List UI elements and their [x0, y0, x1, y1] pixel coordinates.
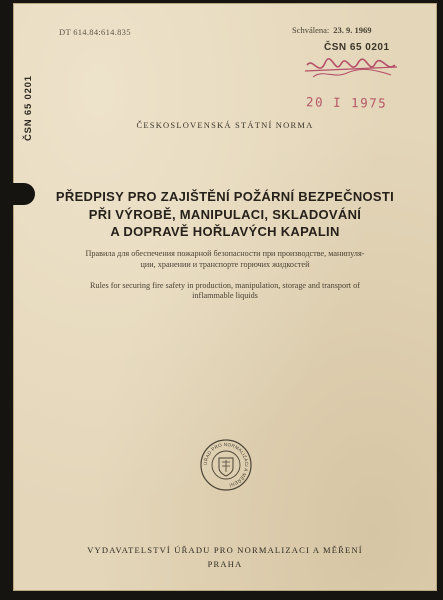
russian-line: Правила для обеспечения пожарной безопасности при производстве, манипуля-: [85, 249, 365, 258]
received-date-stamp: 20 I 1975: [305, 94, 388, 111]
title-line: PŘEDPISY PRO ZAJIŠTĚNÍ POŽÁRNÍ BEZPEČNOSTI: [55, 189, 395, 204]
english-subtitle: [43, 281, 407, 301]
approval-line: [292, 25, 372, 35]
standard-number: ČSN 65 0201: [324, 42, 390, 53]
dt-code: DT 614.84:614.835: [59, 27, 131, 37]
vertical-standard-number: ČSN 65 0201: [23, 75, 34, 141]
publisher-block: [13, 543, 437, 571]
office-seal-emblem: [200, 439, 252, 491]
document-page: [13, 3, 437, 591]
title-line: PŘI VÝROBĚ, MANIPULACI, SKLADOVÁNÍ: [88, 206, 362, 222]
binding-notch: [13, 183, 35, 205]
title-line: A DOPRAVĚ HOŘLAVÝCH KAPALIN: [110, 224, 340, 239]
svg-text:ÚŘAD PRO NORMALIZACI A MĚŘENÍ: [201, 442, 249, 489]
russian-line: ции, хранении и транспорте горючих жидкостей: [140, 260, 310, 269]
russian-subtitle: [43, 248, 407, 270]
handwritten-signature-mark: [303, 55, 399, 83]
english-line: inflammable liquids: [192, 291, 258, 300]
document-title: [53, 188, 397, 241]
norm-header: ČESKOSLOVENSKÁ STÁTNÍ NORMA: [136, 120, 314, 130]
english-line: Rules for securing fire safety in production, manipulation, storage and transport of: [90, 281, 360, 290]
publisher-name: VYDAVATELSTVÍ ÚŘADU PRO NORMALIZACI A MĚŘENÍ: [87, 545, 363, 555]
approved-date: 23. 9. 1969: [333, 25, 372, 35]
scanner-background-strip: [0, 591, 443, 600]
approved-label: Schválena:: [292, 25, 330, 35]
publisher-city: PRAHA: [207, 559, 243, 569]
seal-text: ÚŘAD PRO NORMALIZACI A MĚŘENÍ: [202, 441, 250, 488]
